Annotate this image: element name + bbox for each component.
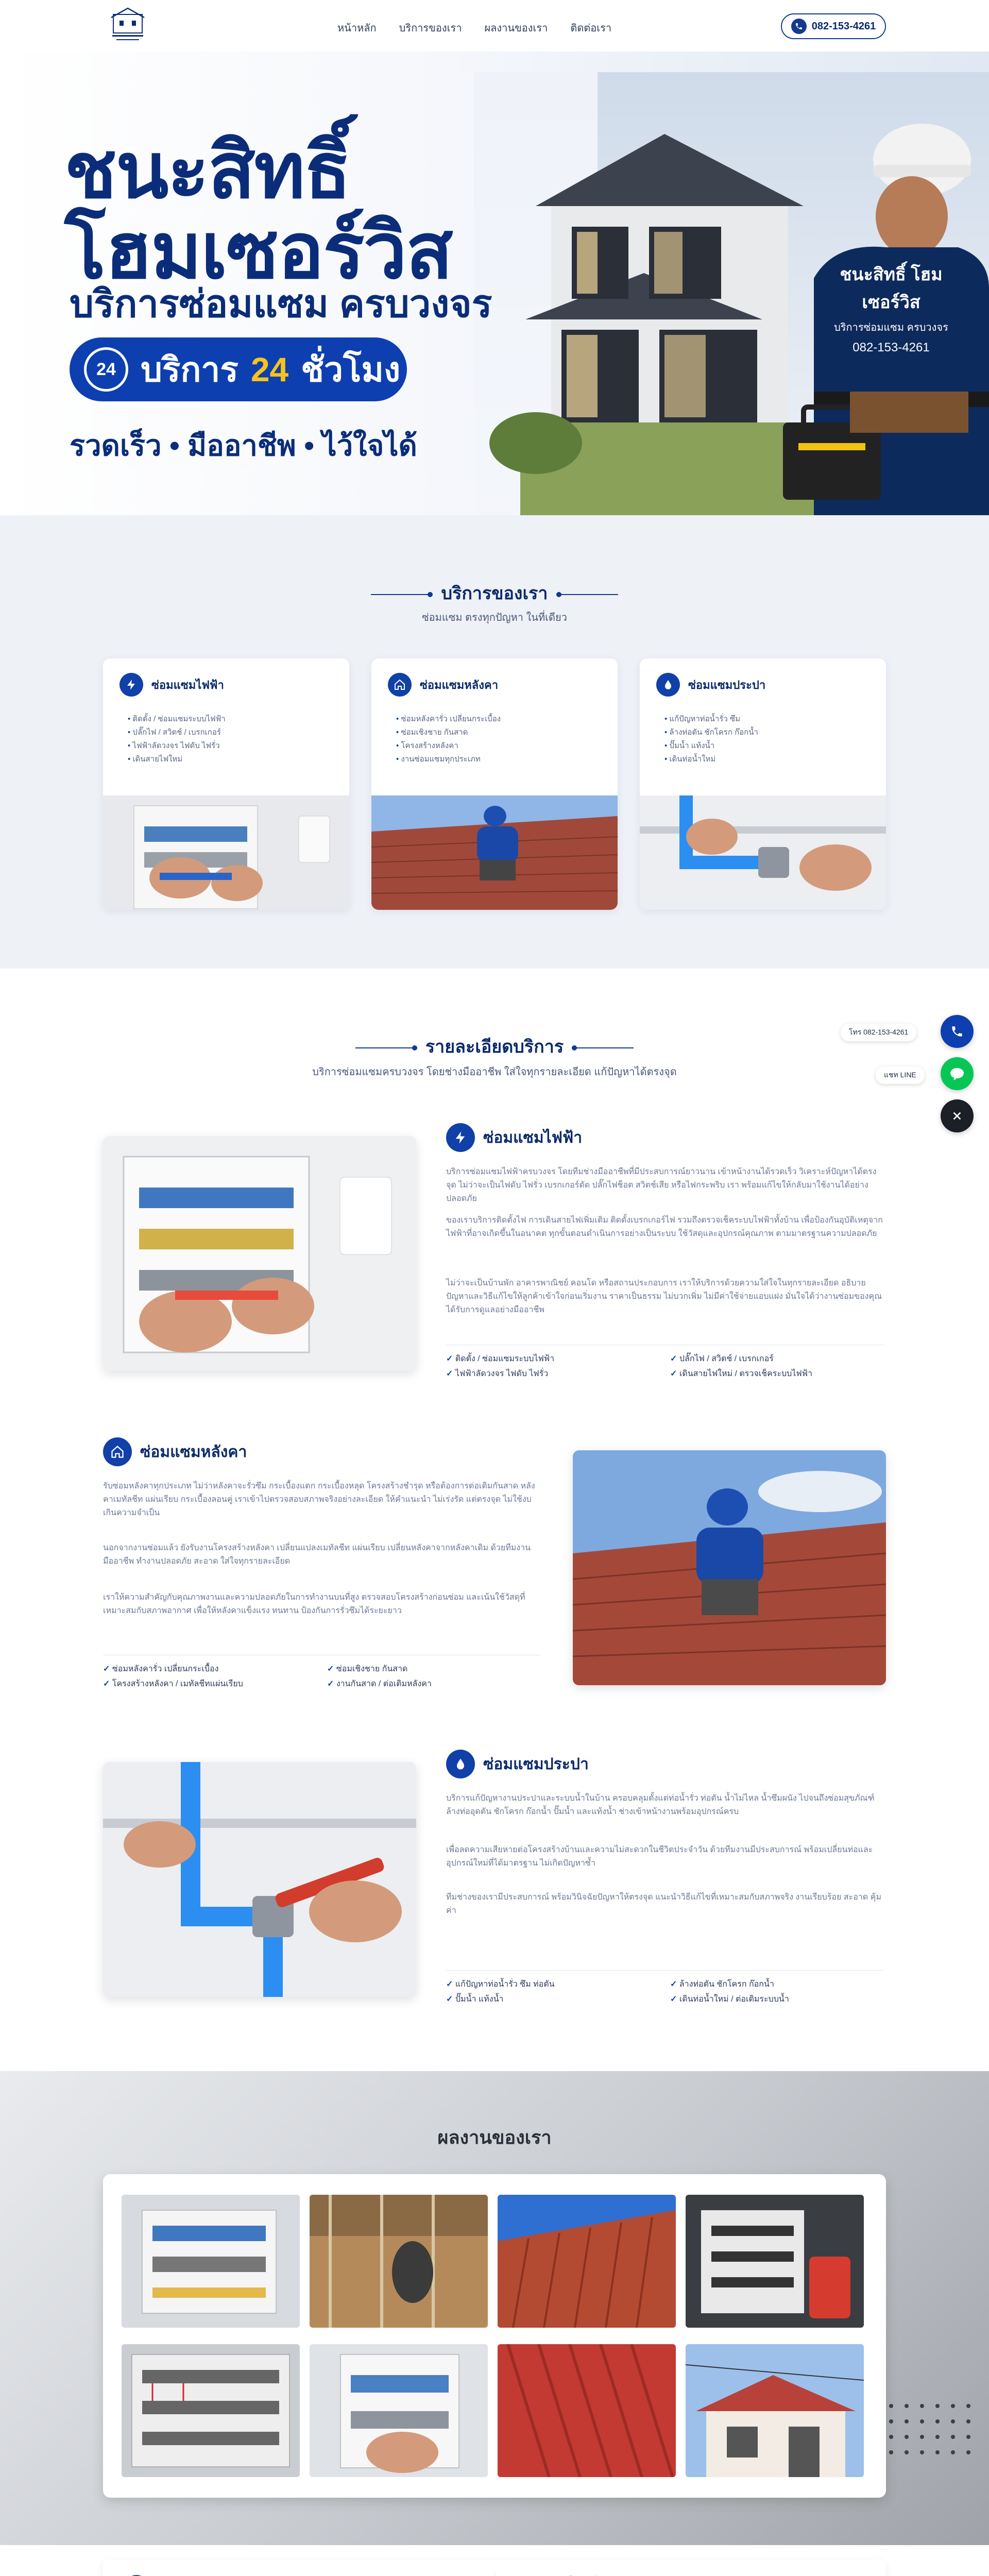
list-item: • ไฟฟ้าลัดวงจร ไฟดับ ไฟรั่ว: [128, 739, 226, 753]
detail-paragraph: ของเราบริการติดตั้งไฟ การเดินสายไฟเพิ่มเติม ติดตั้งเบรกเกอร์ไฟ รวมถึงตรวจเช็คระบบไฟฟ้าทั้งบ้าน เพื่อป้องกันอุบัติเหตุจากไฟฟ้าที่อาจเกิดขึ้นในอนาคต ทุกขั้นตอนดำเนินการอย่างเป็นระบบ ใช้วัสดุและอุปกรณ์คุณภาพ ตามมาตรฐานความปลอดภัย: [446, 1216, 883, 1238]
nav-portfolio[interactable]: ผลงานของเรา: [484, 23, 548, 34]
service-card-electric[interactable]: [103, 658, 349, 910]
service-card-plumbing[interactable]: [640, 658, 886, 910]
hero-section: [0, 52, 989, 515]
roof-repair-image: [371, 795, 618, 910]
main-nav: [337, 20, 611, 36]
detail-title: ซ่อมแซมไฟฟ้า: [483, 1129, 583, 1146]
list-item: • โครงสร้างหลังคา: [396, 739, 501, 753]
check-item: ✓ เดินท่อน้ำใหม่ / ต่อเติมระบบน้ำ: [670, 1993, 884, 2006]
card-title: ซ่อมแซมประปา: [688, 678, 766, 691]
detail-paragraph: ทีมช่างของเรามีประสบการณ์ พร้อมวินิจฉัยปัญหาให้ตรงจุด แนะนำวิธีแก้ไขที่เหมาะสมกับสภาพจริง งานเรียบร้อย สะอาด คุ้มค่า: [446, 1893, 881, 1915]
detail-paragraph: เราให้ความสำคัญกับคุณภาพงานและความปลอดภัยในการทำงานบนที่สูง ตรวจสอบโครงสร้างก่อนซ่อม และเน้นใช้วัสดุที่เหมาะสมกับสภาพอากาศ เพื่อให้หลังคาแข็งแรง ทนทาน ป้องกันการรั่วซึมได้ระยะยาว: [103, 1593, 525, 1615]
detail-roof-image: [573, 1450, 886, 1685]
header-phone-button[interactable]: [781, 13, 886, 39]
list-item: • ติดตั้ง / ซ่อมแซมระบบไฟฟ้า: [128, 713, 226, 726]
house-icon: [388, 673, 412, 697]
lightning-icon: [446, 1123, 475, 1152]
nav-contact[interactable]: ติดต่อเรา: [570, 23, 612, 34]
list-item: • เดินสายไฟใหม่: [128, 753, 226, 766]
features-strip: [103, 2560, 886, 2576]
gallery-photo-electric-panel[interactable]: [122, 2195, 300, 2328]
list-item: • งานซ่อมแซมทุกประเภท: [396, 753, 501, 766]
detail-paragraph: รับซ่อมหลังคาทุกประเภท ไม่ว่าหลังคาจะรั่วซึม กระเบื้องแตก กระเบื้องหลุด โครงสร้างชำรุด หรือต้องการต่อเติมกันสาด หลังคาเมทัลชีท แผ่นเรียบ กระเบื้องลอนคู่ เราเข้าไปตรวจสอบสภาพจริงอย่างละเอียด ให้คำแนะนำ ไม่เร่งรัด แต่ตรงจุด ไม่ใช้งบเกินความจำเป็น: [103, 1482, 535, 1517]
card-heading: [388, 673, 498, 697]
portfolio-grid: [103, 2174, 886, 2498]
list-item: • ปลั๊กไฟ / สวิตช์ / เบรกเกอร์: [128, 726, 226, 739]
gallery-photo-wiring-panel[interactable]: [122, 2344, 300, 2477]
company-logo[interactable]: [107, 7, 148, 44]
nav-home[interactable]: หน้าหลัก: [337, 23, 377, 34]
floating-close-button[interactable]: [941, 1099, 974, 1132]
hero-house-technician-image: [443, 72, 989, 515]
card-list: [664, 713, 758, 766]
list-item: • ซ่อมหลังคารั่ว เปลี่ยนกระเบื้อง: [396, 713, 501, 726]
divider: [494, 2572, 495, 2576]
hero-title-line1: ชนะสิทธิ์: [64, 127, 350, 214]
services-subtitle: ซ่อมแซม ตรงทุกปัญหา ในที่เดียว: [422, 612, 567, 623]
hero-title-line2: โฮมเซอร์วิส: [64, 208, 452, 294]
feature-title: [548, 2573, 642, 2576]
phone-icon: [791, 19, 807, 34]
pill-prefix: บริการ: [141, 350, 238, 388]
shirt-phone: 082-153-4261: [852, 341, 930, 354]
details-title: [0, 1032, 989, 1060]
card-title: ซ่อมแซมหลังคา: [420, 678, 499, 691]
card-list: [396, 713, 501, 766]
service-card-roof[interactable]: [371, 658, 618, 910]
detail-paragraph: บริการซ่อมแซมไฟฟ้าครบวงจร โดยทีมช่างมืออาชีพที่มีประสบการณ์ยาวนาน เข้าหน้างานได้รวดเร็ว วิเคราะห์ปัญหาได้ตรงจุด ไม่ว่าจะเป็นไฟดับ ไฟรั่ว เบรกเกอร์ตัด ปลั๊กไฟช็อต สวิตช์เสีย หรือไฟกระพริบ เรา พร้อมแก้ไขให้กลับมาใช้งานได้อย่างปลอดภัย: [446, 1167, 877, 1203]
floating-phone-button[interactable]: [941, 1015, 974, 1048]
floating-line-label[interactable]: แชท LINE: [876, 1066, 925, 1084]
shirt-company-sub: บริการซ่อมแซม ครบวงจร: [834, 322, 948, 333]
detail-checklist: [446, 1970, 884, 2006]
check-item: ✓ เดินสายไฟใหม่ / ตรวจเช็คระบบไฟฟ้า: [670, 1367, 884, 1380]
detail-roof-heading: [103, 1437, 247, 1466]
check-item: ✓ งานกันสาด / ต่อเติมหลังคา: [327, 1677, 541, 1690]
check-item: ✓ ไฟฟ้าลัดวงจร ไฟดับ ไฟรั่ว: [446, 1367, 660, 1380]
check-item: ✓ ปั๊มน้ำ แท้งน้ำ: [446, 1993, 660, 2006]
house-icon: [103, 1437, 132, 1466]
shirt-company-name: ชนะสิทธิ์ โฮมเซอร์วิส: [840, 265, 943, 312]
site-header: [0, 0, 989, 52]
gallery-photo-breaker-test[interactable]: [686, 2195, 864, 2328]
plumbing-image: [640, 795, 886, 910]
card-title: ซ่อมแซมไฟฟ้า: [151, 678, 224, 691]
gallery-photo-metal-roof[interactable]: [498, 2195, 676, 2328]
detail-plumbing-heading: [446, 1750, 589, 1778]
gallery-photo-red-roof[interactable]: [498, 2344, 676, 2477]
check-item: ✓ ล้างท่อตัน ชักโครก ก๊อกน้ำ: [670, 1978, 884, 1991]
check-item: ✓ โครงสร้างหลังคา / เมทัลชีทแผ่นเรียบ: [103, 1677, 317, 1690]
shield-icon: [515, 2574, 539, 2576]
detail-checklist: [446, 1345, 884, 1380]
hero-tagline: รวดเร็ว • มืออาชีพ • ไว้ใจได้: [70, 429, 417, 462]
lightning-icon: [120, 673, 143, 697]
clock-24-icon: 24: [84, 347, 128, 392]
list-item: • ซ่อมเชิงชาย กันสาด: [396, 726, 501, 739]
detail-title: ซ่อมแซมประปา: [483, 1755, 589, 1773]
detail-electric-image: [103, 1136, 416, 1371]
pill-number: 24: [250, 350, 289, 388]
detail-paragraph: ไม่ว่าจะเป็นบ้านพัก อาคารพาณิชย์ คอนโด หรือสถานประกอบการ เราให้บริการด้วยความใส่ใจในทุกรายละเอียด อธิบายปัญหาและวิธีแก้ไขให้ลูกค้าเข้าใจก่อนเริ่มงาน ราคาเป็นธรรม ไม่บวกเพิ่ม ไม่มีค่าใช้จ่ายแอบแฝง มั่นใจได้ว่างานซ่อมของคุณได้รับการดูแลอย่างมืออาชีพ: [446, 1279, 882, 1314]
check-item: ✓ ติดตั้ง / ซ่อมแซมระบบไฟฟ้า: [446, 1352, 660, 1365]
check-badge-icon: [124, 2574, 149, 2576]
detail-electric-heading: [446, 1123, 582, 1152]
electric-panel-image: [103, 795, 349, 910]
gallery-photo-breaker-repair[interactable]: [310, 2344, 488, 2477]
check-item: ✓ แก้ปัญหาท่อน้ำรั่ว ซึม ท่อตัน: [446, 1978, 660, 1991]
check-item: ✓ ซ่อมหลังคารั่ว เปลี่ยนกระเบื้อง: [103, 1663, 317, 1675]
check-item: ✓ ซ่อมเชิงชาย กันสาด: [327, 1663, 541, 1675]
detail-paragraph: เพื่อลดความเสียหายต่อโครงสร้างบ้านและความไม่สะดวกในชีวิตประจำวัน ด้วยทีมงานมีประสบการณ์ พร้อมเปลี่ยนท่อและอุปกรณ์ใหม่ที่ได้มาตรฐาน ไม่เกิดปัญหาซ้ำ: [446, 1845, 873, 1868]
detail-checklist: [103, 1655, 541, 1690]
feature-item: [515, 2573, 642, 2576]
list-item: • ปั๊มน้ำ แท้งน้ำ: [664, 739, 758, 753]
floating-line-button[interactable]: [941, 1057, 974, 1090]
shirt-logo-text: [814, 260, 968, 355]
details-subtitle: บริการซ่อมแซมครบวงจร โดยช่างมืออาชีพ ใส่ใจทุกรายละเอียด แก้ปัญหาได้ตรงจุด: [312, 1066, 677, 1078]
gallery-photo-house-exterior[interactable]: [686, 2344, 864, 2477]
hero-subtitle: บริการซ่อมแซม ครบวงจร: [70, 282, 492, 325]
card-heading: [120, 673, 224, 697]
detail-title: ซ่อมแซมหลังคา: [140, 1443, 247, 1461]
hero-24h-badge: [70, 337, 407, 401]
details-title-text: รายละเอียดบริการ: [425, 1037, 564, 1057]
feature-title: [159, 2573, 247, 2576]
floating-phone-label[interactable]: โทร 082-153-4261: [841, 1024, 916, 1041]
portfolio-title: ผลงานของเรา: [437, 2127, 552, 2148]
drop-icon: [656, 673, 680, 697]
detail-paragraph: นอกจากงานซ่อมแล้ว ยังรับงานโครงสร้างหลังคา เปลี่ยนแปลงเมทัลชีท แผ่นเรียบ เปลี่ยนหลังคาจากหลังคาเดิม ด้วยทีมงานมืออาชีพ ทำงานปลอดภัย สะอาด ใส่ใจทุกรายละเอียด: [103, 1544, 531, 1566]
services-title: [0, 579, 989, 607]
drop-icon: [446, 1750, 475, 1778]
detail-paragraph: บริการแก้ปัญหางานประปาและระบบน้ำในบ้าน ครอบคลุมตั้งแต่ท่อน้ำรั่ว ท่อตัน น้ำไม่ไหล น้ำซึมผนัง ไปจนถึงซ่อมสุขภัณฑ์ ล้างท่ออุดตัน ชักโครก ก๊อกน้ำ ปั๊มน้ำ และแท้งน้ำ ช่างเข้าหน้างานพร้อมอุปกรณ์ครบ: [446, 1794, 875, 1816]
header-phone-number: 082-153-4261: [811, 20, 876, 32]
feature-item: [124, 2573, 247, 2576]
check-item: ✓ ปลั๊กไฟ / สวิตช์ / เบรกเกอร์: [670, 1352, 884, 1365]
services-title-text: บริการของเรา: [441, 584, 548, 603]
list-item: • เดินท่อน้ำใหม่: [664, 753, 758, 766]
pill-suffix: ชั่วโมง: [301, 350, 401, 388]
card-list: [128, 713, 226, 766]
detail-plumbing-image: [103, 1762, 416, 1997]
list-item: • ล้างท่อตัน ชักโครก ก๊อกน้ำ: [664, 726, 758, 739]
list-item: • แก้ปัญหาท่อน้ำรั่ว ซึม: [664, 713, 758, 726]
nav-services[interactable]: บริการของเรา: [399, 23, 462, 34]
card-heading: [656, 673, 765, 697]
gallery-photo-attic-repair[interactable]: [310, 2195, 488, 2328]
